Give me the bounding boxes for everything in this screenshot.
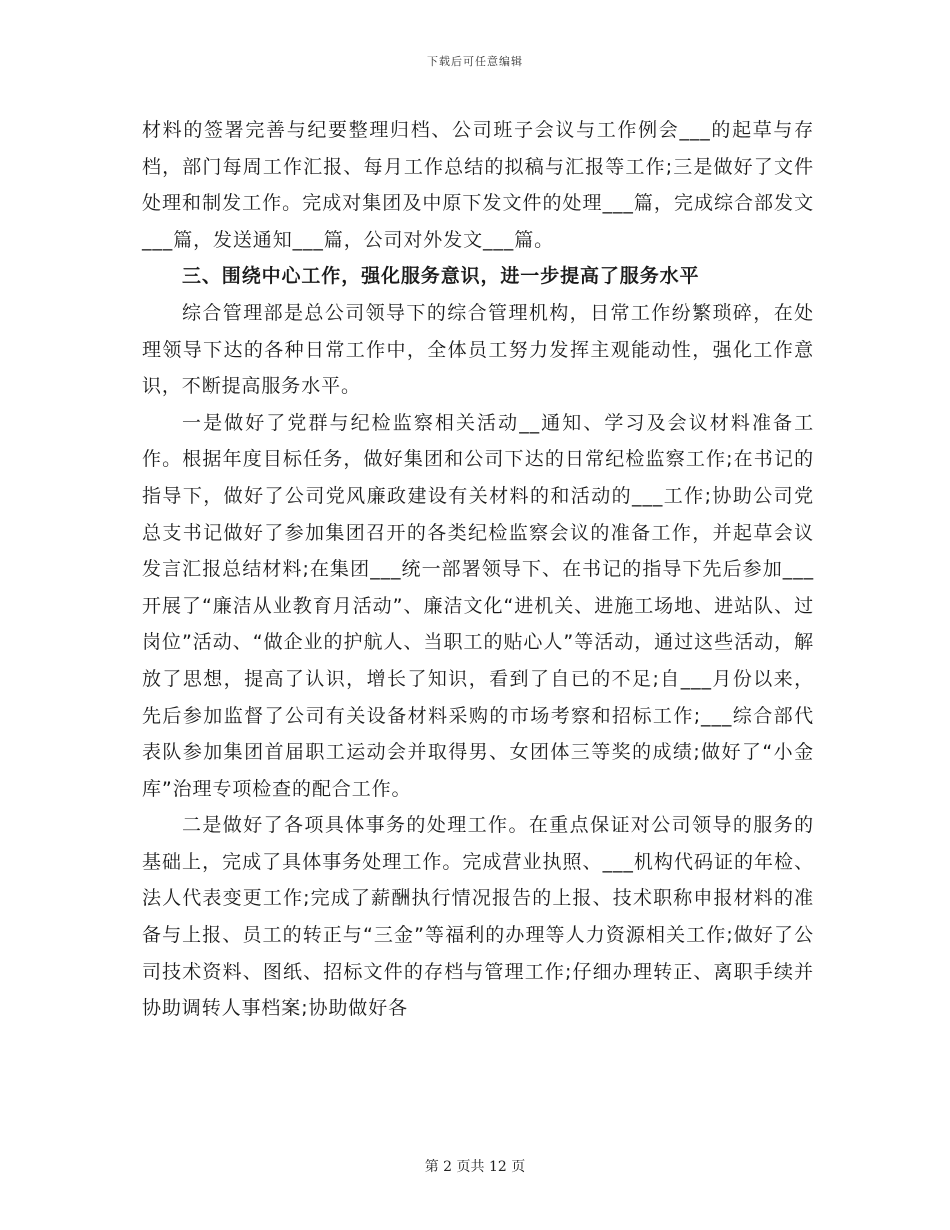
paragraph-intro: 综合管理部是总公司领导下的综合管理机构，日常工作纷繁琐碎，在处理领导下达的各种日常工作中，全体员工努力发挥主观能动性，强化工作意识，不断提高服务水平。: [142, 301, 814, 398]
paragraph-item-two: 二是做好了各项具体事务的处理工作。在重点保证对公司领导的服务的基础上，完成了具体事务处理工作。完成营业执照、___机构代码证的年检、法人代表变更工作;完成了薪酬执行情况报告的上报、技术职称申报材料的准备与上报、员工的转正与“三金”等福利的办理等人力资源相关工作;做好了公司技术资料、图纸、招标文件的存档与管理工作;仔细办理转正、离职手续并协助调转人事档案;协助做好各: [142, 814, 814, 1020]
document-body: [142, 112, 814, 1027]
paragraph-continuation: 材料的签署完善与纪要整理归档、公司班子会议与工作例会___的起草与存档，部门每周工作汇报、每月工作总结的拟稿与汇报等工作;三是做好了文件处理和制发工作。完成对集团及中原下发文件的处理___篇，完成综合部发文___篇，发送通知___篇，公司对外发文___篇。: [142, 119, 814, 251]
page-number: 第 2 页共 12 页: [424, 1159, 526, 1175]
section-heading: 三、围绕中心工作，强化服务意识，进一步提高了服务水平: [182, 265, 700, 288]
page-header: 下载后可任意编辑: [427, 55, 523, 68]
paragraph-item-one: 一是做好了党群与纪检监察相关活动__通知、学习及会议材料准备工作。根据年度目标任务，做好集团和公司下达的日常纪检监察工作;在书记的指导下，做好了公司党风廉政建设有关材料的和活动的___工作;协助公司党总支书记做好了参加集团召开的各类纪检监察会议的准备工作，并起草会议发言汇报总结材料;在集团___统一部署领导下、在书记的指导下先后参加___开展了“廉洁从业教育月活动”、廉洁文化“进机关、进施工场地、进站队、过岗位”活动、“做企业的护航人、当职工的贴心人”等活动，通过这些活动，解放了思想，提高了认识，增长了知识，看到了自已的不足;自___月份以来，先后参加监督了公司有关设备材料采购的市场考察和招标工作;___综合部代表队参加集团首届职工运动会并取得男、女团体三等奖的成绩;做好了“小金库”治理专项检查的配合工作。: [142, 411, 814, 800]
